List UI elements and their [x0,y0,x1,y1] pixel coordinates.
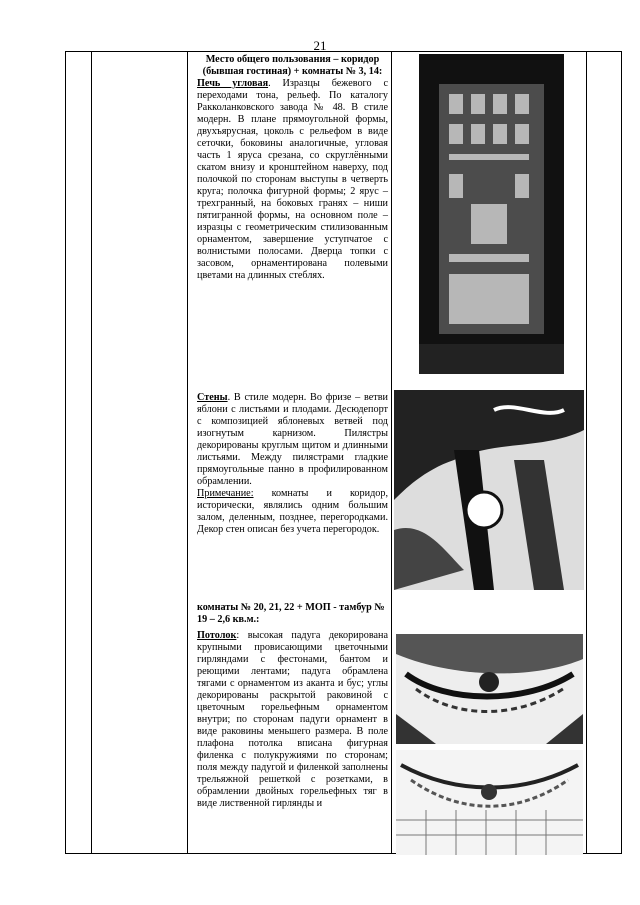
walls-photo [394,390,584,590]
stove-photo [419,54,564,374]
stove-label: Печь угловая [197,78,269,89]
ceiling-photo-2 [396,750,583,855]
section2-description [197,602,388,810]
ceiling-text: : высокая падуга декорирована крупными провисающими цветочными гирляндами с фестонами, бантом и реющими лентами; падуга обрамлена тягами с орнаментом из аканта и бус; углы декорированы раскрытой раковиной с цветочным горельефным орнаментом внутри; по сторонам падуги орнамент в виде раковины меньшего размера. В поле плафона потолка вписана фигурная филенка с полукружиями по сторонам; поля между падугой и филенкой заполнены трельяжной решеткой с розетками, в обрамлении двойных горельефных тяг в виде лиственной гирлянды и [197,630,388,809]
note-text: комнаты и коридор, исторически, являлись одним большим залом, деленным, позднее, перегородками. Декор стен описан без учета перегородок. [197,488,388,535]
section1-heading: Место общего пользования – коридор (бывшая гостиная) + комнаты № 3, 14: [202,54,383,77]
note-label: Примечание: [197,488,254,499]
section1-description [197,54,388,282]
stove-text: . Изразцы бежевого с переходами тона, рельеф. По каталогу Ракколанковского завода № 48. В стиле модерн. В плане прямоугольной формы, двухъярусная, цоколь с рельефом в виде сеточки, боковины аналогичные, угловая часть 1 яруса срезана, со скруглёнными скатом внизу и кронштейном наверху, под полочкой по сторонам выступы в четверть круга; полочка фигурной формы; 2 ярус – трехгранный, на боковых гранях – ниши пятигранной формы, на основном поле – изразцы с геометрическим стилизованным орнаментом, завершение уступчатое с волнистыми полосами. Дверца топки с засовом, орнаментирована полевыми цветами на длинных стеблях. [197,78,388,281]
section2-heading: комнаты № 20, 21, 22 + МОП - тамбур № 19 – 2,6 кв.м.: [197,602,385,625]
ceiling-photo-1 [396,634,583,744]
column-divider [187,52,188,853]
inventory-table [65,51,622,854]
column-divider [586,52,587,853]
walls-text: . В стиле модерн. Во фризе – ветви яблони с листьями и плодами. Десюдепорт с композицией яблоневых ветвей под изогнутым карнизом. Пилястры декорированы круглым щитом и длинными листьями. Между пилястрами гладкие прямоугольные панно в профилированном обрамлении. [197,392,388,487]
ceiling-label: Потолок [197,630,237,641]
walls-label: Стены [197,392,228,403]
column-divider [391,52,392,853]
walls-description [197,392,388,536]
stove-description [197,78,388,282]
column-divider [91,52,92,853]
page-number: 21 [313,38,327,53]
